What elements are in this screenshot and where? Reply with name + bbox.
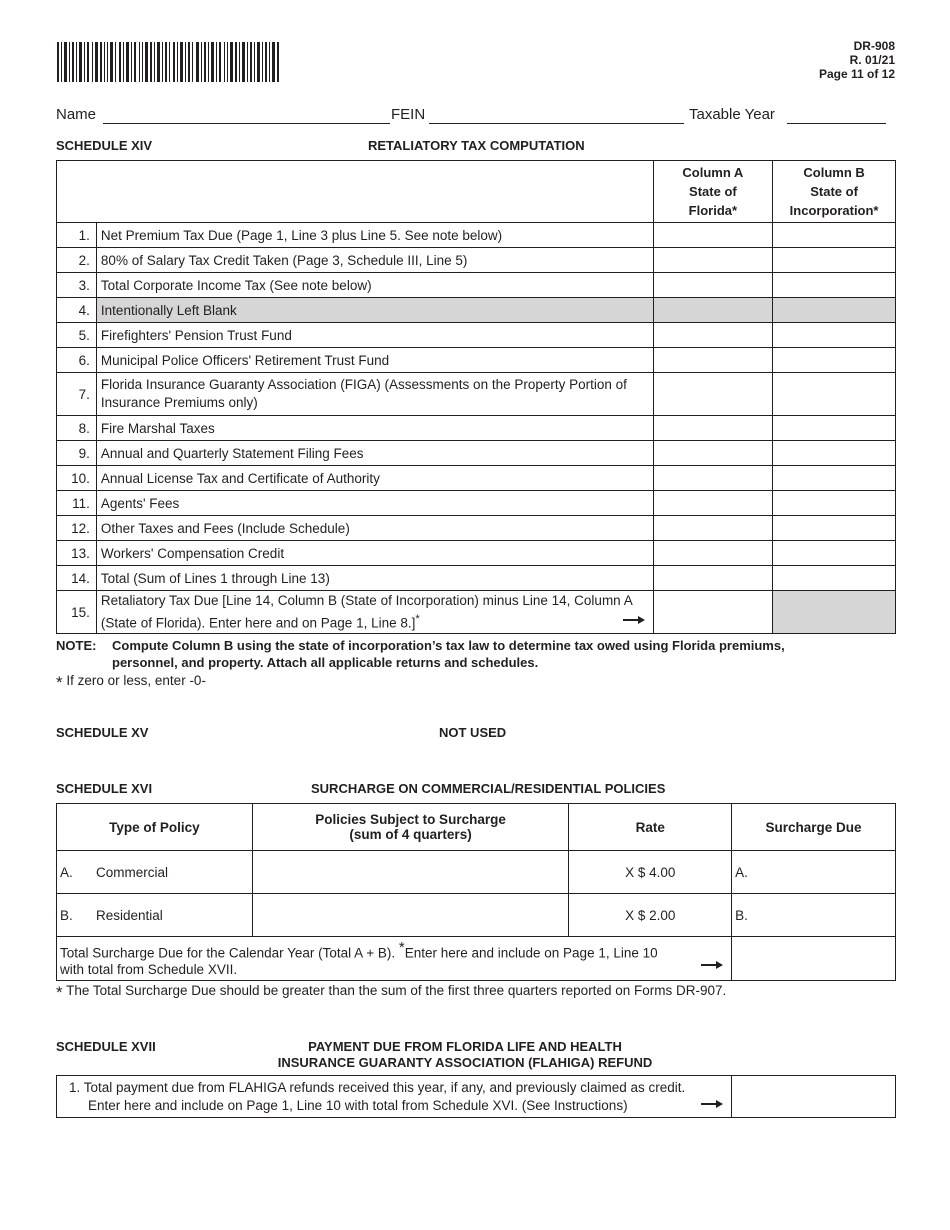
note-label: NOTE: bbox=[56, 638, 97, 653]
footnote: * If zero or less, enter -0- bbox=[56, 673, 206, 692]
identification-line bbox=[56, 106, 896, 130]
surcharge-due-header: Surcharge Due bbox=[732, 804, 896, 851]
line-1-column-a[interactable] bbox=[653, 223, 773, 248]
line-2-column-a[interactable] bbox=[653, 248, 773, 273]
schedule-xvii-title: PAYMENT DUE FROM FLORIDA LIFE AND HEALTH INSURANCE GUARANTY ASSOCIATION (FLAHIGA) REFUND bbox=[277, 1039, 653, 1070]
line-10-column-b[interactable] bbox=[773, 466, 896, 491]
fein-field[interactable] bbox=[429, 123, 684, 124]
line-5-column-a[interactable] bbox=[653, 323, 773, 348]
line-13-column-a[interactable] bbox=[653, 541, 773, 566]
taxable-year-label: Taxable Year bbox=[689, 106, 775, 123]
table-row: 12. Other Taxes and Fees (Include Schedule) bbox=[57, 516, 896, 541]
table-row: 2. 80% of Salary Tax Credit Taken (Page 3, Schedule III, Line 5) bbox=[57, 248, 896, 273]
line-15-column-b bbox=[773, 591, 896, 634]
table-header-row bbox=[57, 804, 896, 851]
line-12-column-b[interactable] bbox=[773, 516, 896, 541]
table-row: 8. Fire Marshal Taxes bbox=[57, 416, 896, 441]
column-a-header: Column A State of Florida* bbox=[653, 161, 773, 223]
schedule-xv-title: NOT USED bbox=[439, 725, 507, 740]
line-11-column-a[interactable] bbox=[653, 491, 773, 516]
total-surcharge-field[interactable] bbox=[732, 937, 896, 981]
table-row: 14. Total (Sum of Lines 1 through Line 13) bbox=[57, 566, 896, 591]
line-14-column-b[interactable] bbox=[773, 566, 896, 591]
table-row: 1. Net Premium Tax Due (Page 1, Line 3 plus Line 5. See note below) bbox=[57, 223, 896, 248]
table-row: 7. Florida Insurance Guaranty Association (FIGA) (Assessments on the Property Portion of Insurance Premiums only) bbox=[57, 373, 896, 416]
schedule-xvii-label: SCHEDULE XVII bbox=[56, 1039, 156, 1054]
table-row: 5. Firefighters' Pension Trust Fund bbox=[57, 323, 896, 348]
table-row: 11. Agents' Fees bbox=[57, 491, 896, 516]
line-3-column-a[interactable] bbox=[653, 273, 773, 298]
policies-header: Policies Subject to Surcharge (sum of 4 quarters) bbox=[252, 804, 569, 851]
note-text: Compute Column B using the state of incorporation’s tax law to determine tax owed using Florida premiums, personnel, and property. Attach all applicable returns and schedules. bbox=[112, 638, 785, 670]
line-2-column-b[interactable] bbox=[773, 248, 896, 273]
line-12-column-a[interactable] bbox=[653, 516, 773, 541]
line-4-column-a bbox=[653, 298, 773, 323]
form-code bbox=[819, 39, 895, 81]
surcharge-footnote: * The Total Surcharge Due should be greater than the sum of the first three quarters reported on Forms DR-907. bbox=[56, 983, 727, 1002]
line-7-column-a[interactable] bbox=[653, 373, 773, 416]
type-of-policy-header: Type of Policy bbox=[57, 804, 253, 851]
table-row: 10. Annual License Tax and Certificate of Authority bbox=[57, 466, 896, 491]
arrow-right-icon bbox=[701, 1099, 723, 1109]
table-row: 9. Annual and Quarterly Statement Filing Fees bbox=[57, 441, 896, 466]
line-6-column-b[interactable] bbox=[773, 348, 896, 373]
flahiga-payment-field[interactable] bbox=[732, 1076, 896, 1118]
form-number: DR-908 bbox=[853, 39, 895, 53]
schedule-xvi-label: SCHEDULE XVI bbox=[56, 781, 153, 796]
arrow-right-icon bbox=[623, 615, 645, 625]
table-row: A. Commercial X $ 4.00 A. bbox=[57, 851, 896, 894]
line-15-column-a[interactable] bbox=[653, 591, 773, 634]
line-8-column-b[interactable] bbox=[773, 416, 896, 441]
line-8-column-a[interactable] bbox=[653, 416, 773, 441]
table-row: Total Surcharge Due for the Calendar Year (Total A + B). *Enter here and include on Page 1, Line 10 with total from Schedule XVII. bbox=[57, 937, 896, 981]
line-5-column-b[interactable] bbox=[773, 323, 896, 348]
schedule-xvii-table bbox=[56, 1075, 896, 1118]
taxable-year-field[interactable] bbox=[787, 123, 886, 124]
column-b-header: Column B State of Incorporation* bbox=[773, 161, 896, 223]
schedule-xv-label: SCHEDULE XV bbox=[56, 725, 149, 740]
table-row: 3. Total Corporate Income Tax (See note below) bbox=[57, 273, 896, 298]
line-1-column-b[interactable] bbox=[773, 223, 896, 248]
schedule-xvi-title: SURCHARGE ON COMMERCIAL/RESIDENTIAL POLICIES bbox=[311, 781, 666, 796]
table-row: B. Residential X $ 2.00 B. bbox=[57, 894, 896, 937]
commercial-surcharge-field[interactable]: A. bbox=[732, 851, 896, 894]
table-row: 6. Municipal Police Officers' Retirement Trust Fund bbox=[57, 348, 896, 373]
line-14-column-a[interactable] bbox=[653, 566, 773, 591]
line-4-column-b bbox=[773, 298, 896, 323]
line-3-column-b[interactable] bbox=[773, 273, 896, 298]
rate-header: Rate bbox=[569, 804, 732, 851]
name-label: Name bbox=[56, 106, 97, 123]
page-number: Page 11 of 12 bbox=[818, 67, 895, 81]
line-7-column-b[interactable] bbox=[773, 373, 896, 416]
residential-policies-field[interactable] bbox=[252, 894, 569, 937]
table-row: 4. Intentionally Left Blank bbox=[57, 298, 896, 323]
line-13-column-b[interactable] bbox=[773, 541, 896, 566]
table-row: 15. Retaliatory Tax Due [Line 14, Column B (State of Incorporation) minus Line 14, Column A (State of Florida). Enter here and on Page 1, Line 8.]* bbox=[57, 591, 896, 634]
fein-label: FEIN bbox=[391, 106, 426, 123]
schedule-xiv-label: SCHEDULE XIV bbox=[56, 138, 153, 153]
line-11-column-b[interactable] bbox=[773, 491, 896, 516]
arrow-right-icon bbox=[701, 960, 723, 970]
line-9-column-b[interactable] bbox=[773, 441, 896, 466]
commercial-policies-field[interactable] bbox=[252, 851, 569, 894]
schedule-xiv-title: RETALIATORY TAX COMPUTATION bbox=[368, 138, 585, 153]
line-6-column-a[interactable] bbox=[653, 348, 773, 373]
residential-surcharge-field[interactable]: B. bbox=[732, 894, 896, 937]
form-revision: R. 01/21 bbox=[849, 53, 895, 67]
barcode bbox=[57, 42, 279, 82]
table-row: 1. Total payment due from FLAHIGA refunds received this year, if any, and previously claimed as credit. Enter here and include on Page 1, Line 10 with total from Schedule XVI. (See Instructions) bbox=[57, 1076, 896, 1118]
line-10-column-a[interactable] bbox=[653, 466, 773, 491]
table-header-row bbox=[57, 161, 896, 223]
table-row: 13. Workers' Compensation Credit bbox=[57, 541, 896, 566]
name-field[interactable] bbox=[103, 123, 390, 124]
line-9-column-a[interactable] bbox=[653, 441, 773, 466]
schedule-xvi-table bbox=[56, 803, 896, 981]
schedule-xiv-table bbox=[56, 160, 896, 634]
